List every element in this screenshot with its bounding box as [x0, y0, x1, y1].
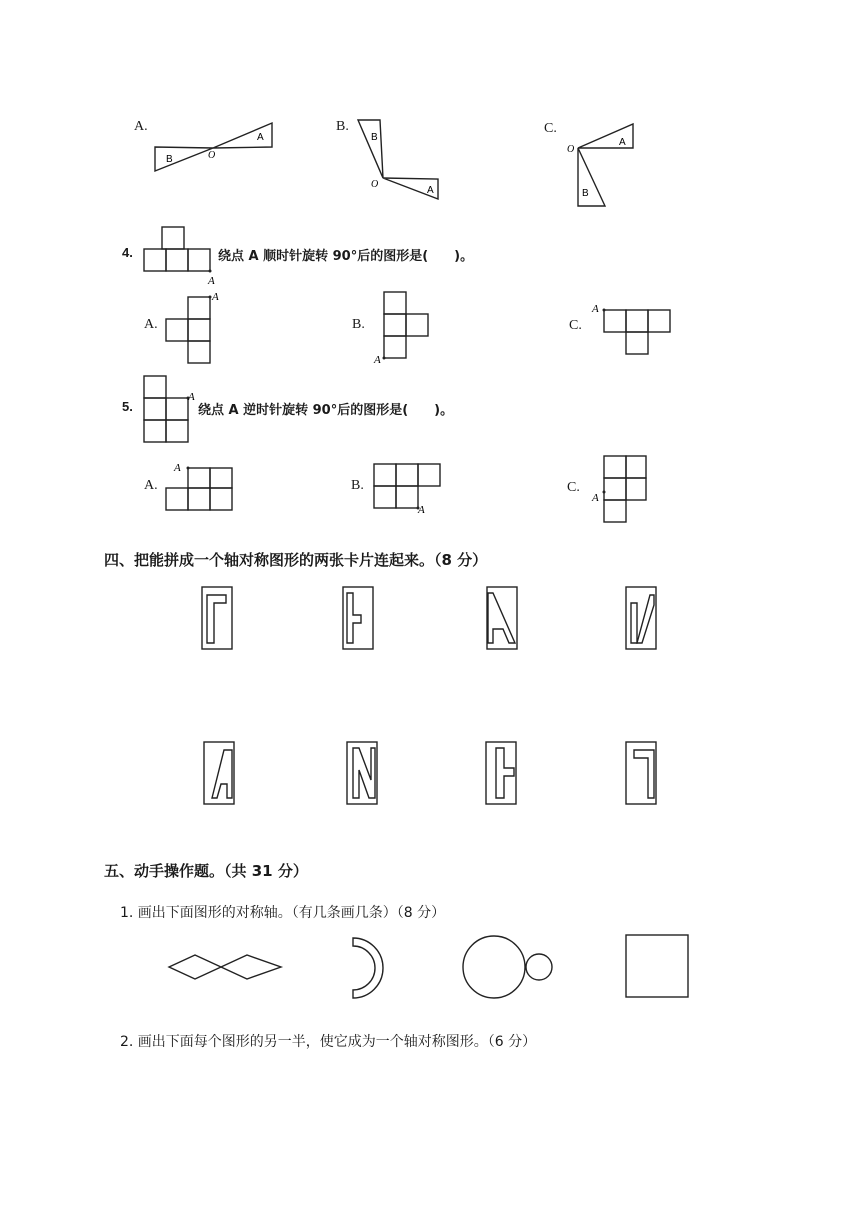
svg-text:A: A — [374, 354, 381, 366]
half-ring-figure — [348, 934, 394, 1002]
q5-question-text: 绕点 A 逆时针旋转 90°后的图形是( )。 — [198, 403, 454, 418]
q3-option-c-label: C. — [544, 121, 557, 136]
svg-text:B: B — [582, 188, 589, 199]
q4-option-a-label: A. — [144, 317, 158, 332]
card-top-1 — [200, 585, 234, 651]
svg-text:A: A — [208, 275, 215, 287]
q4-option-c-figure — [588, 298, 678, 358]
q4-option-b-figure — [372, 287, 442, 365]
svg-text:A: A — [619, 137, 626, 148]
q5-option-c-label: C. — [567, 480, 580, 495]
svg-text:A: A — [418, 504, 425, 516]
square-figure — [623, 932, 691, 1000]
svg-text:O: O — [567, 144, 575, 155]
card-top-4 — [624, 585, 658, 651]
card-top-2 — [341, 585, 375, 651]
q3-option-c-figure — [565, 118, 645, 210]
q3-option-b-figure — [350, 115, 450, 205]
card-bottom-2 — [345, 740, 379, 806]
q4-question-text: 绕点 A 顺时针旋转 90°后的图形是( )。 — [218, 249, 474, 264]
svg-text:B: B — [371, 132, 378, 143]
q3-option-a-label: A. — [134, 119, 148, 134]
card-bottom-1 — [202, 740, 236, 806]
q3-option-b-label: B. — [336, 119, 349, 134]
q5-option-a-figure — [162, 458, 242, 514]
svg-text:A: A — [188, 391, 195, 403]
label-b: B — [166, 154, 173, 165]
card-top-3 — [485, 585, 519, 651]
section-4-heading: 四、把能拼成一个轴对称图形的两张卡片连起来。（8 分） — [104, 551, 488, 569]
q5-option-a-label: A. — [144, 478, 158, 493]
q4-figure — [140, 222, 220, 287]
svg-text:A: A — [592, 303, 599, 315]
svg-text:A: A — [212, 291, 219, 303]
card-bottom-3 — [484, 740, 518, 806]
svg-text:A: A — [427, 185, 434, 196]
q3-option-a-figure — [150, 118, 280, 178]
svg-text:A: A — [174, 462, 181, 474]
q5-option-b-label: B. — [351, 478, 364, 493]
section-5-item-2: 2. 画出下面每个图形的另一半，使它成为一个轴对称图形。（6 分） — [120, 1034, 537, 1050]
section-5-item-1: 1. 画出下面图形的对称轴。（有几条画几条）（8 分） — [120, 905, 446, 921]
q5-option-c-figure — [590, 452, 660, 524]
card-bottom-4 — [624, 740, 658, 806]
q4-number: 4. — [122, 245, 133, 260]
q4-option-a-figure — [162, 287, 232, 365]
q5-number: 5. — [122, 399, 133, 414]
label-o: O — [208, 150, 216, 161]
section-5-heading: 五、动手操作题。（共 31 分） — [104, 862, 308, 880]
q4-option-c-label: C. — [569, 318, 582, 333]
double-rhombus-figure — [165, 950, 287, 986]
q5-option-b-figure — [370, 460, 450, 516]
label-a: A — [257, 132, 264, 143]
q4-option-b-label: B. — [352, 317, 365, 332]
svg-text:O: O — [371, 179, 379, 190]
two-circles-figure — [462, 934, 556, 1004]
svg-text:A: A — [592, 492, 599, 504]
